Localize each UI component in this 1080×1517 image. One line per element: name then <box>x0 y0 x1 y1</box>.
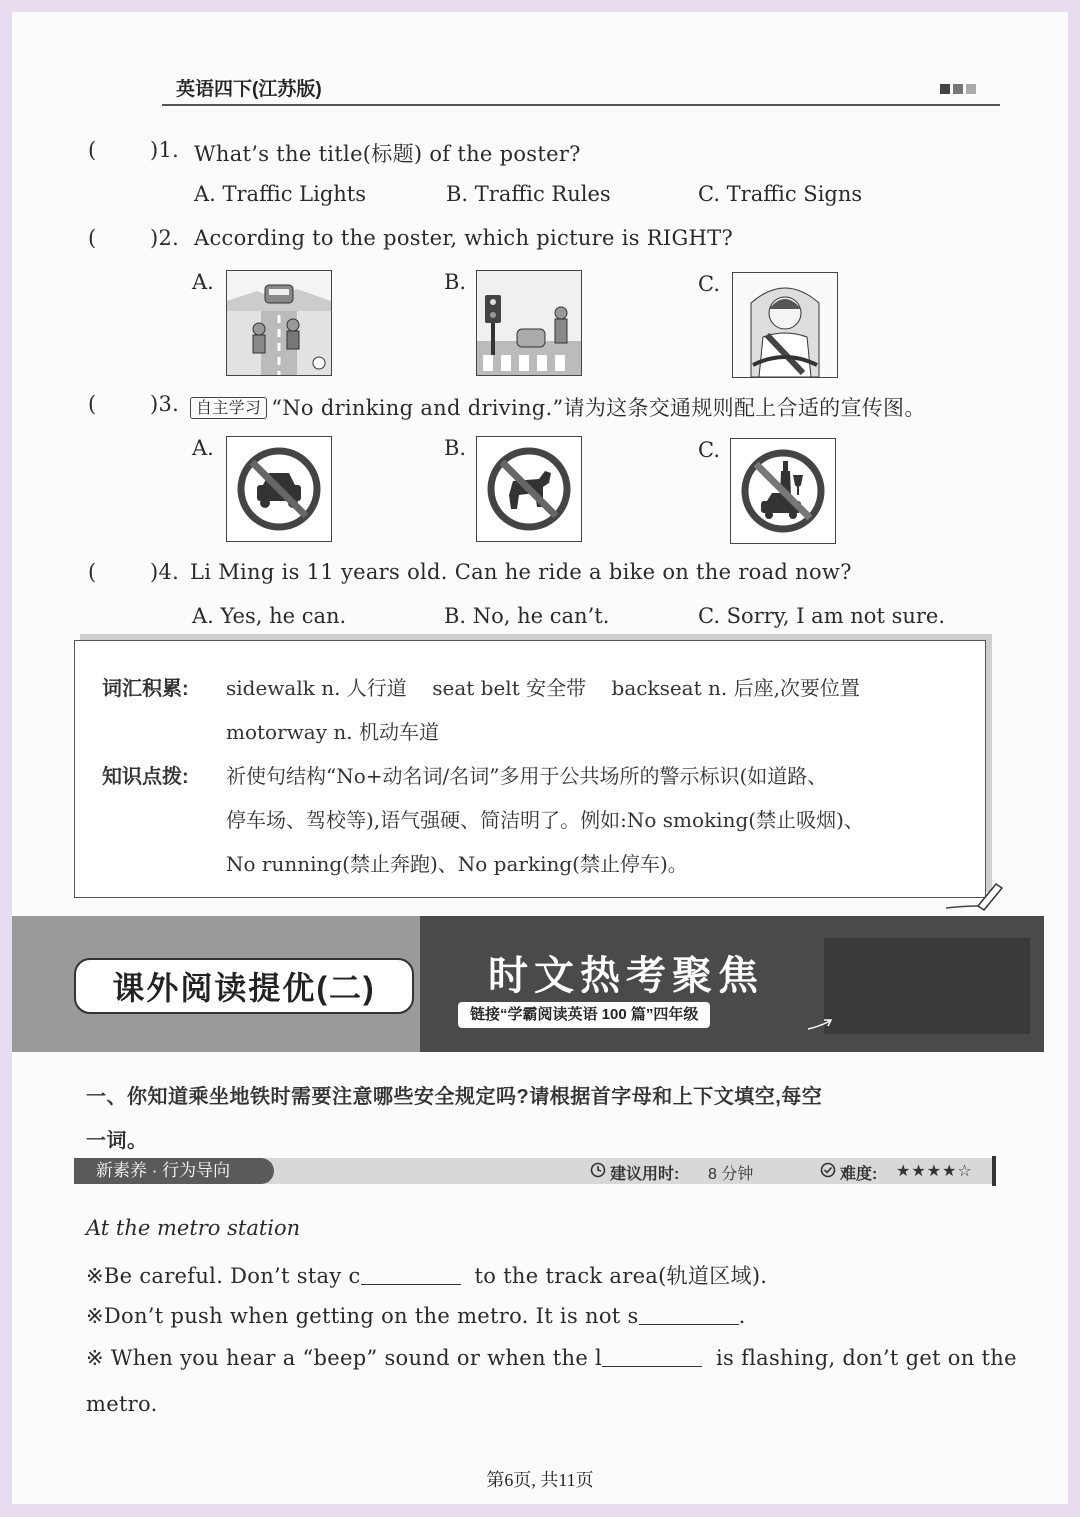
q2-option-b[interactable]: B. <box>444 270 467 294</box>
pen-icon <box>944 876 1004 916</box>
tips-line-1: 祈使句结构“No+动名词/名词”多用于公共场所的警示标识(如道路、 <box>226 764 828 788</box>
passage-sentence-2: ※Don’t push when getting on the metro. It is not s . <box>86 1304 746 1328</box>
literacy-tag: 新素养 · 行为导向 <box>74 1158 274 1184</box>
banner-subtitle: 链接“学霸阅读英语 100 篇”四年级 <box>458 1002 710 1028</box>
vocab-label: 词汇积累: <box>102 678 189 700</box>
banner-dark-panel <box>824 938 1030 1034</box>
q2-option-c[interactable]: C. <box>698 272 720 296</box>
time-value: 8 分钟 <box>708 1166 754 1183</box>
q3-text-wrap <box>190 392 926 422</box>
difficulty-label: 难度: <box>840 1166 878 1183</box>
info-bar-end <box>992 1156 996 1186</box>
banner-big-title: 时文热考聚焦 <box>488 952 764 999</box>
section-title-line-1: 一、你知道乘坐地铁时需要注意哪些安全规定吗?请根据首字母和上下文填空,每空 <box>86 1086 823 1108</box>
q3-option-b[interactable]: B. <box>444 436 467 460</box>
vocab-line-2: motorway n. 机动车道 <box>226 720 439 744</box>
q2-num: )2. <box>150 226 180 250</box>
q4-text: Li Ming is 11 years old. Can he ride a bike on the road now? <box>190 560 852 584</box>
passage-title: At the metro station <box>86 1216 301 1240</box>
section-title-line-2: 一词。 <box>86 1130 148 1152</box>
q1-text: What’s the title(标题) of the poster? <box>194 142 581 166</box>
q4-option-c[interactable]: C. Sorry, I am not sure. <box>698 604 946 628</box>
driver-with-seat-belt-image[interactable] <box>732 272 838 378</box>
blank-3[interactable] <box>602 1346 702 1367</box>
banner-section-title: 课外阅读提优(二) <box>74 958 414 1014</box>
crossing-at-traffic-light-image[interactable] <box>476 270 582 376</box>
q4-num: )4. <box>150 560 180 584</box>
clock-icon <box>590 1162 606 1182</box>
check-circle-icon <box>820 1162 836 1182</box>
q4-paren: ( <box>88 560 97 584</box>
arrow-icon <box>806 1016 834 1035</box>
q3-option-c[interactable]: C. <box>698 438 720 462</box>
header-title: 英语四下(江苏版) <box>176 79 322 100</box>
self-study-tag: 自主学习 <box>190 397 267 419</box>
page-number: 第6页, 共11页 <box>486 1470 594 1490</box>
children-playing-on-road-image[interactable] <box>226 270 332 376</box>
q3-text: “No drinking and driving.”请为这条交通规则配上合适的宣传图。 <box>271 396 926 420</box>
passage-sentence-3: ※ When you hear a “beep” sound or when the l is flashing, don’t get on the <box>86 1346 1017 1370</box>
header-blocks-icon <box>940 84 976 94</box>
q2-paren: ( <box>88 226 97 250</box>
passage-sentence-3-end: metro. <box>86 1392 158 1416</box>
q1-num: )1. <box>150 138 180 162</box>
blank-1[interactable] <box>361 1264 461 1285</box>
q2-option-a[interactable]: A. <box>192 270 214 294</box>
time-label: 建议用时: <box>610 1166 680 1183</box>
tips-line-2: 停车场、驾校等),语气强硬、简洁明了。例如:No smoking(禁止吸烟)、 <box>226 808 864 832</box>
tips-label: 知识点拨: <box>102 766 189 788</box>
q3-num: )3. <box>150 392 180 416</box>
no-dogs-sign-image[interactable] <box>476 436 582 542</box>
vocab-line-1: sidewalk n. 人行道 seat belt 安全带 backseat n. 后座,次要位置 <box>226 676 860 700</box>
passage-sentence-1: ※Be careful. Don’t stay c to the track area(轨道区域). <box>86 1264 768 1288</box>
no-drinking-and-driving-sign-image[interactable] <box>730 438 836 544</box>
q1-option-b[interactable]: B. Traffic Rules <box>446 182 611 206</box>
q3-option-a[interactable]: A. <box>192 436 214 460</box>
q4-option-b[interactable]: B. No, he can’t. <box>444 604 610 628</box>
q3-paren: ( <box>88 392 97 416</box>
q1-option-a[interactable]: A. Traffic Lights <box>194 182 366 206</box>
q1-option-c[interactable]: C. Traffic Signs <box>698 182 863 206</box>
no-cars-sign-image[interactable] <box>226 436 332 542</box>
q4-option-a[interactable]: A. Yes, he can. <box>192 604 347 628</box>
tips-line-3: No running(禁止奔跑)、No parking(禁止停车)。 <box>226 852 688 876</box>
blank-2[interactable] <box>639 1304 739 1325</box>
q1-paren: ( <box>88 138 97 162</box>
q2-text: According to the poster, which picture is RIGHT? <box>194 226 734 250</box>
difficulty-stars: ★★★★☆ <box>896 1163 973 1180</box>
header-rule <box>162 104 1000 106</box>
